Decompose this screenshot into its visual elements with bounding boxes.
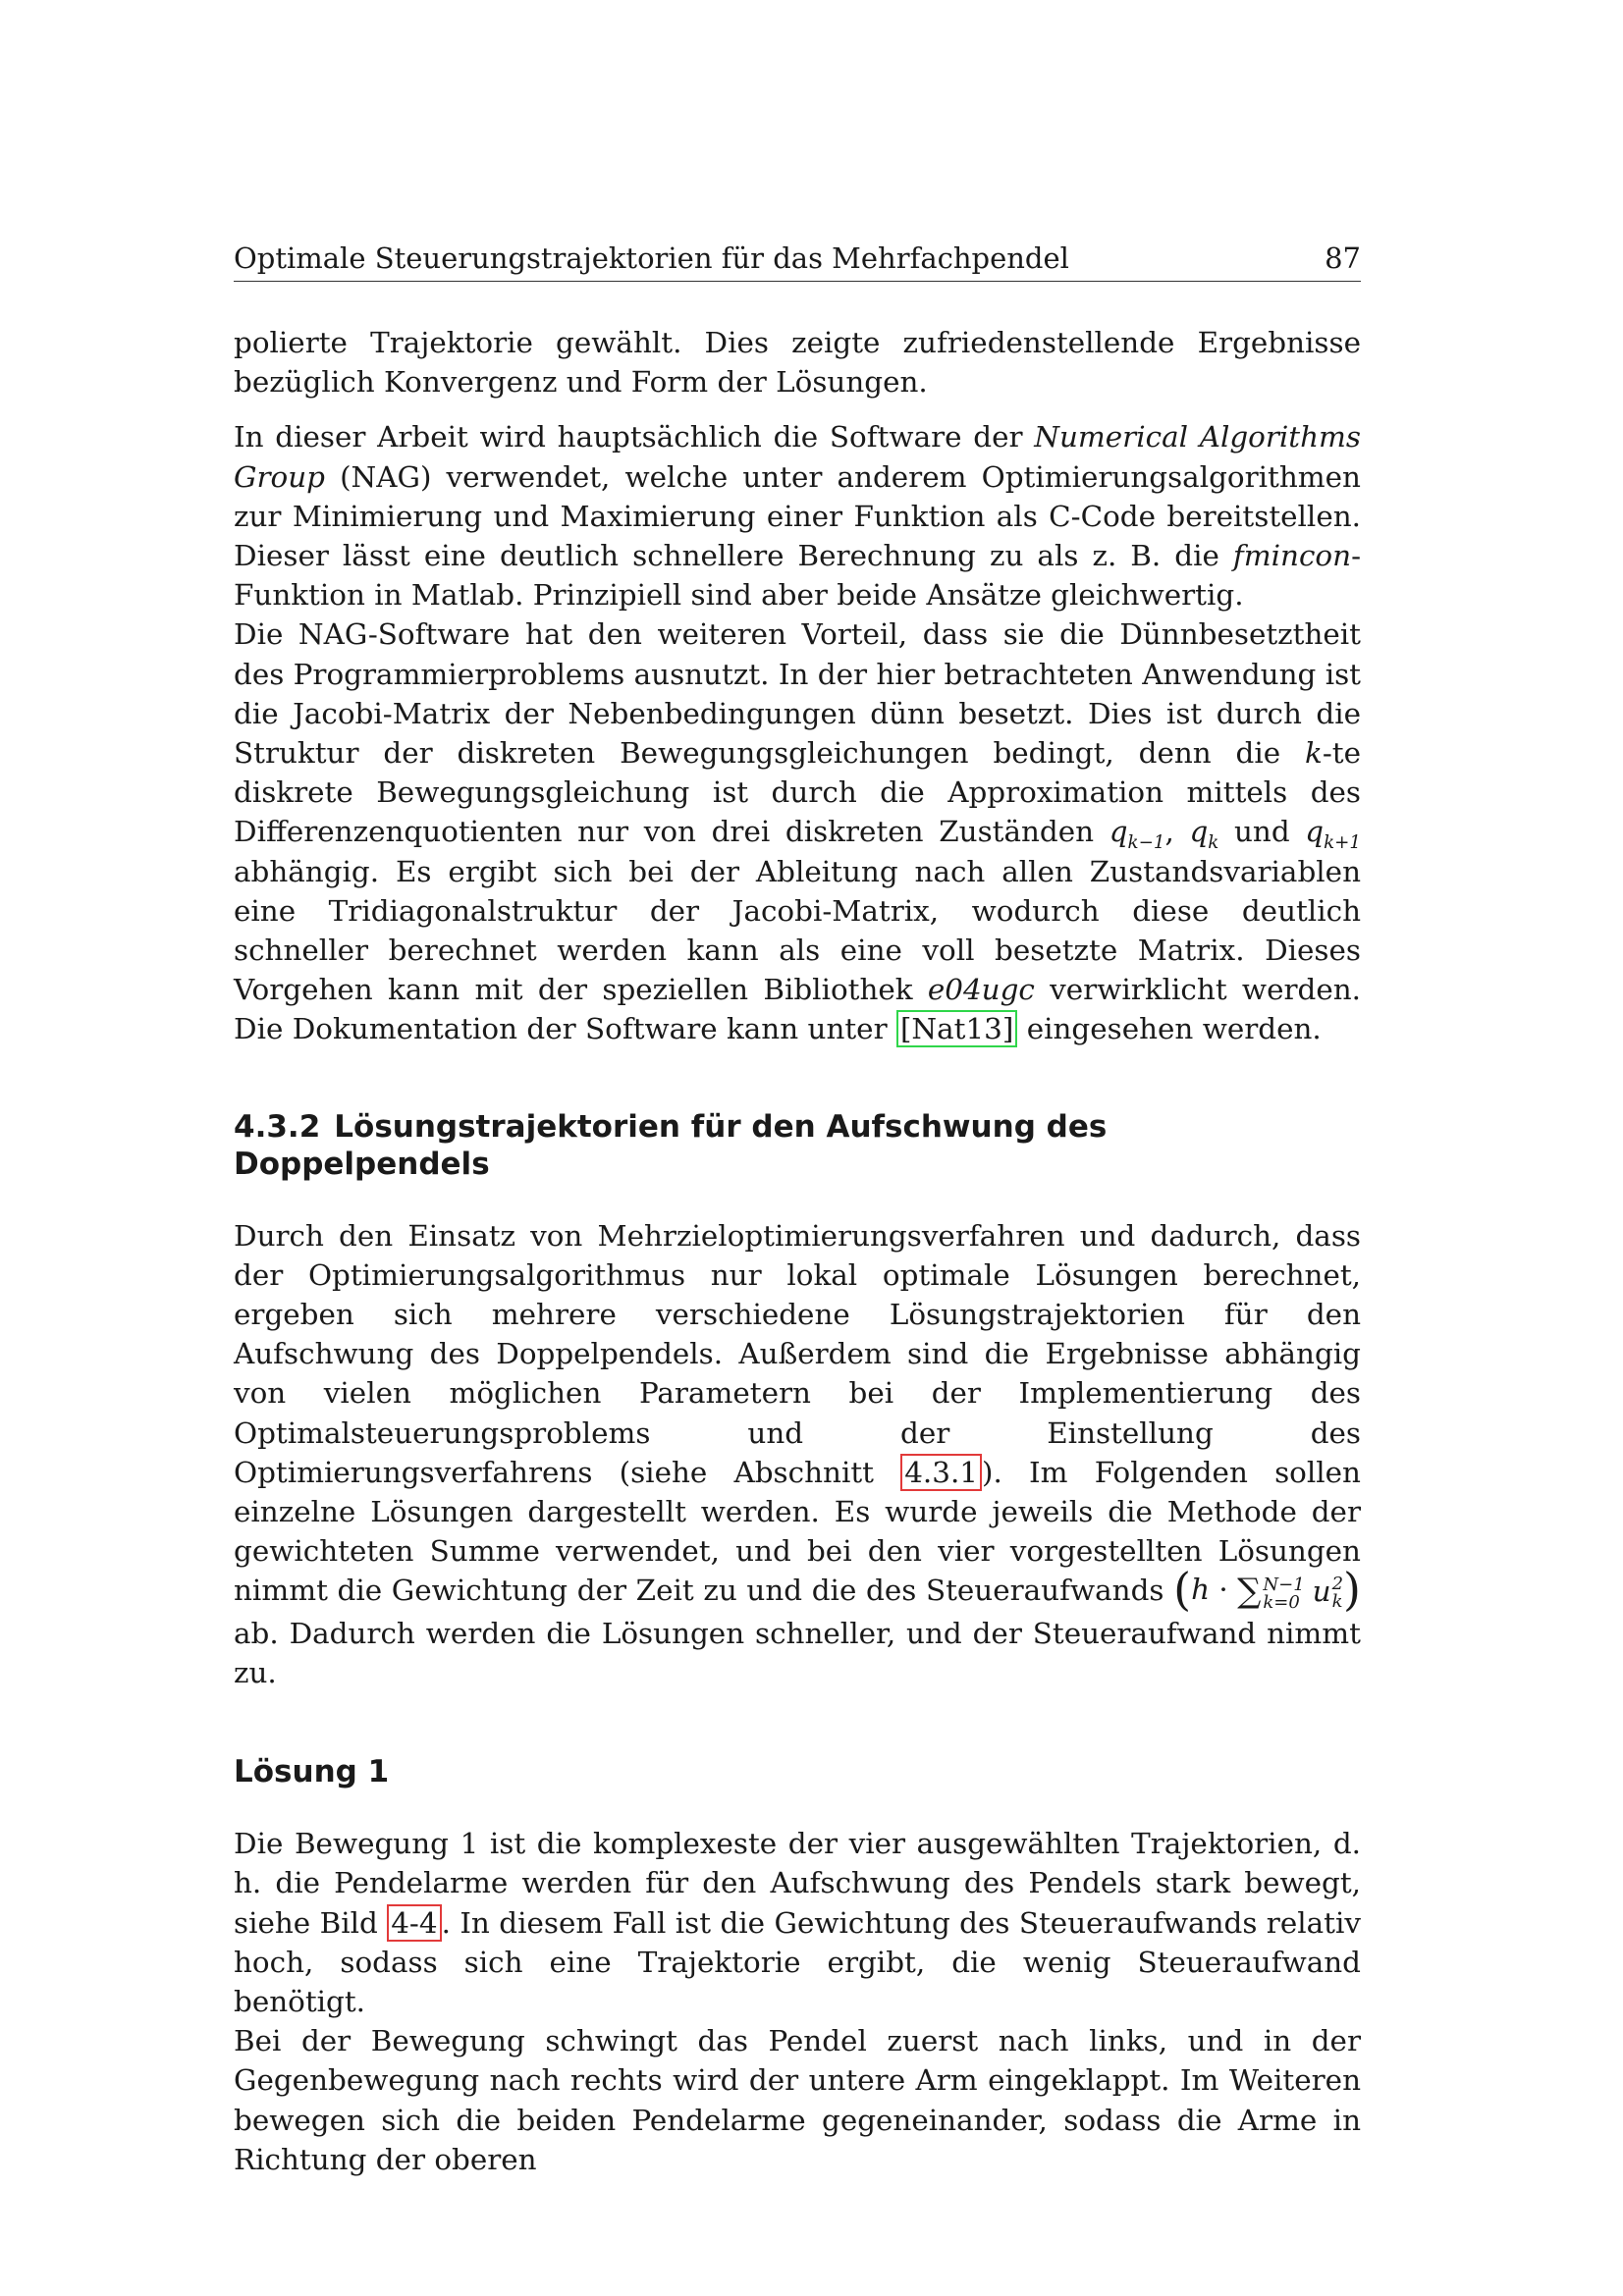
p5-a: Die Bewegung 1 ist die komplexeste der vier ausgewählten Trajektorien, d. h. die Pendelarme werden für den Aufschwung des Pendels stark bewegt, siehe Bild (234, 1827, 1361, 1940)
p3-c: abhängig. Es ergibt sich bei der Ableitung nach allen Zustandsvariablen eine Tridiagonalstruktur der Jacobi-Matrix, wodurch diese deutlich schneller berechnet werden kann als eine voll besetzte Matrix. Dieses Vorgehen kann mit der speziellen Bibliothek (234, 854, 1361, 1007)
section-heading (234, 1108, 1361, 1183)
p3-q-kp1: $q_{k+1}$ (1305, 815, 1362, 854)
p4-b: ). Im Folgenden sollen einzelne Lösungen dargestellt werden. Es wurde jeweils die Methode der gewichteten Summe verwendet, und bei den vier vorgestellten Lösungen nimmt die Gewichtung der Zeit zu und die des Steueraufwands (234, 1455, 1361, 1608)
page-number: 87 (1325, 241, 1361, 275)
page (234, 241, 1361, 2179)
paragraph-5 (234, 1824, 1361, 2021)
running-head (234, 241, 1361, 282)
p3-a: Die NAG-Software hat den weiteren Vorteil, dass sie die Dünnbesetztheit des Programmierproblems ausnutzt. In der hier betrachteten Anwendung ist die Jacobi-Matrix der Nebenbedingungen dünn besetzt. Dies ist durch die Struktur der diskreten Bewegungsgleichungen bedingt, denn die (234, 617, 1361, 771)
paragraph-6 (234, 2021, 1361, 2179)
p3-comma: , (1164, 815, 1190, 849)
p3-und: und (1218, 815, 1306, 849)
section-number: 4.3.2 (234, 1108, 321, 1145)
p3-d: verwirklicht werden. Die Dokumentation der Software kann unter (234, 973, 1361, 1046)
p2-em-fmincon: fmincon (1232, 539, 1352, 573)
paragraph-3 (234, 614, 1361, 1048)
p3-k: k (1305, 736, 1323, 771)
p4-c: ab. Dadurch werden die Lösungen schneller, und der Steueraufwand nimmt zu. (234, 1616, 1361, 1689)
p2-em-nag: Numerical Algorithms Group (234, 420, 1362, 494)
p3-q-k: $q_k$ (1189, 815, 1219, 854)
section-ref-link[interactable]: 4.3.1 (900, 1454, 982, 1491)
p2-c: -Funktion in Matlab. Prinzipiell sind aber beide Ansätze gleichwertig. (234, 539, 1361, 613)
subsection-heading: Lösung 1 (234, 1754, 390, 1790)
p2-a: In dieser Arbeit wird hauptsächlich die Software der (234, 420, 1035, 454)
paragraph-4 (234, 1216, 1361, 1693)
p4-a: Durch den Einsatz von Mehrzieloptimierungsverfahren und dadurch, dass der Optimierungsalgorithmus nur lokal optimale Lösungen berechnet, ergeben sich mehrere verschiedene Lösungstrajektorien für den Aufschwung des Doppelpendels. Außerdem sind die Ergebnisse abhängig von vielen möglichen Parametern bei der Implementierung des Optimalsteuerungsproblems und der Einstellung des Optimierungsverfahrens (siehe Abschnitt (234, 1218, 1361, 1489)
p5-b: . In diesem Fall ist die Gewichtung des Steueraufwands relativ hoch, sodass sich eine Trajektorie ergibt, die wenig Steueraufwand benötigt. (234, 1905, 1361, 2018)
paragraph-2 (234, 417, 1361, 614)
control-effort-formula: (h · ∑ N−1 k=0 u 2 k ) (1173, 1563, 1361, 1617)
p3-em-e04ugc: e04ugc (927, 973, 1035, 1007)
p3-b: -te diskrete Bewegungsgleichung ist durch die Approximation mittels des Differenzenquotienten nur von drei diskreten Zuständen (234, 736, 1361, 849)
section-title: Lösungstrajektorien für den Aufschwung des Doppelpendels (234, 1108, 1108, 1182)
running-head-title: Optimale Steuerungstrajektorien für das Mehrfachpendel (234, 241, 1069, 275)
paragraph-6-text: Bei der Bewegung schwingt das Pendel zuerst nach links, und in der Gegenbewegung nach rechts wird der untere Arm eingeklappt. Im Weiteren bewegen sich die beiden Pendelarme gegeneinander, sodass die Arme in Richtung der oberen (234, 2024, 1361, 2176)
p2-b: (NAG) verwendet, welche unter anderem Optimierungsalgorithmen zur Minimierung und Maximierung einer Funktion als C-Code bereitstellen. Dieser lässt eine deutlich schnellere Berechnung zu als z. B. die (234, 459, 1361, 573)
p3-e: eingesehen werden. (1017, 1012, 1322, 1046)
citation-link-nat13[interactable]: [Nat13] (896, 1010, 1017, 1047)
p3-q-km1: $q_{k-1}$ (1109, 815, 1165, 854)
paragraph-1 (234, 323, 1361, 401)
paragraph-1-text: polierte Trajektorie gewählt. Dies zeigte zufriedenstellende Ergebnisse bezüglich Konvergenz und Form der Lösungen. (234, 326, 1361, 400)
figure-ref-link[interactable]: 4-4 (387, 1904, 441, 1942)
